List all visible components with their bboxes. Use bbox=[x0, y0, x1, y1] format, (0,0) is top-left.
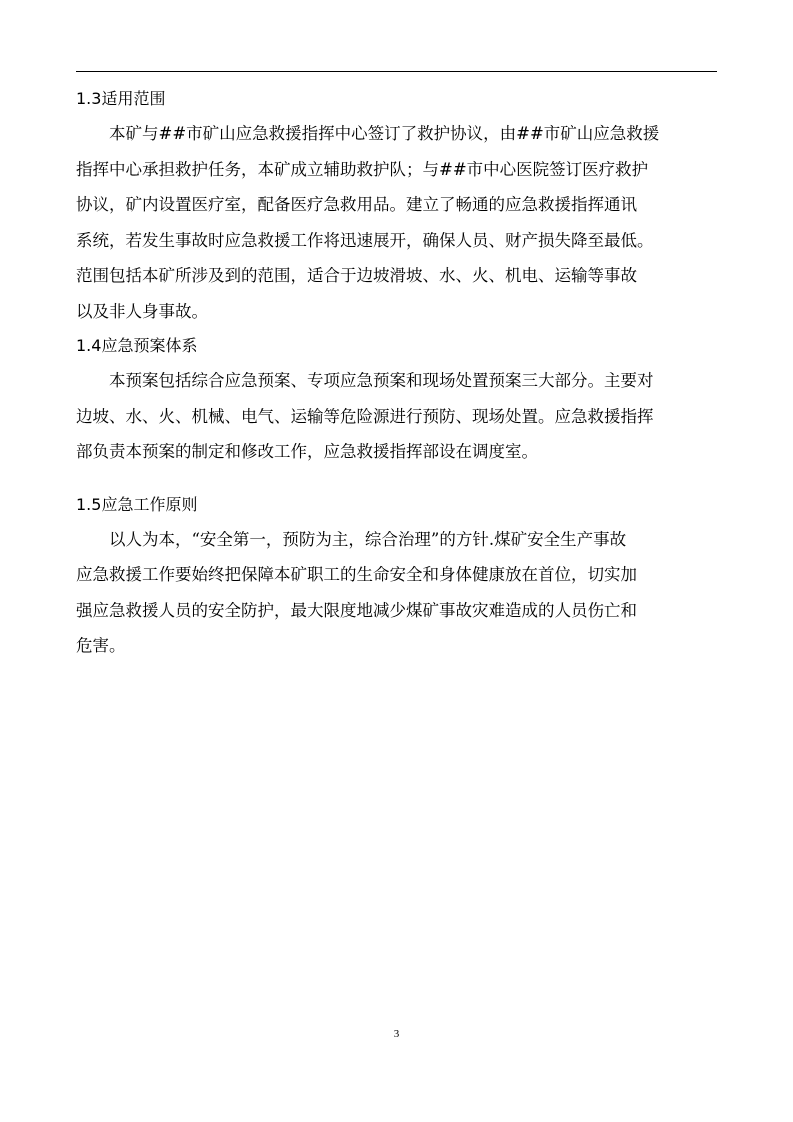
paragraph bbox=[76, 116, 717, 329]
section-plan-system bbox=[76, 329, 717, 470]
text-line: 协议，矿内设置医疗室，配备医疗急救用品。建立了畅通的应急救援指挥通讯 bbox=[76, 195, 637, 214]
page-number: 3 bbox=[393, 1028, 400, 1040]
text-line: 范围包括本矿所涉及到的范围，适合于边坡滑坡、水、火、机电、运输等事故 bbox=[76, 266, 637, 285]
text-line: 危害。 bbox=[76, 636, 126, 655]
section-heading: 1.3适用范围 bbox=[76, 89, 166, 108]
text-line: 本预案包括综合应急预案、专项应急预案和现场处置预案三大部分。主要对 bbox=[109, 371, 654, 390]
text-line: 边坡、水、火、机械、电气、运输等危险源进行预防、现场处置。应急救援指挥 bbox=[76, 406, 654, 426]
section-heading: 1.5应急工作原则 bbox=[76, 494, 198, 514]
document-body bbox=[76, 82, 717, 664]
header-rule bbox=[76, 71, 717, 72]
spacer bbox=[76, 470, 717, 488]
text-line: 指挥中心承担救护任务，本矿成立辅助救护队；与##市中心医院签订医疗救护 bbox=[76, 159, 649, 179]
text-line: 系统，若发生事故时应急救援工作将迅速展开，确保人员、财产损失降至最低。 bbox=[76, 230, 654, 250]
text-line: 以及非人身事故。 bbox=[76, 301, 208, 321]
section-principles bbox=[76, 488, 717, 664]
text-line: 部负责本预案的制定和修改工作，应急救援指挥部设在调度室。 bbox=[76, 442, 538, 461]
text-line: 本矿与##市矿山应急救援指挥中心签订了救护协议，由##市矿山应急救援 bbox=[109, 124, 660, 143]
section-heading: 1.4应急预案体系 bbox=[76, 336, 198, 355]
section-scope bbox=[76, 82, 717, 329]
paragraph bbox=[76, 522, 717, 664]
paragraph bbox=[76, 363, 717, 470]
text-line: 应急救援工作要始终把保障本矿职工的生命安全和身体健康放在首位，切实加 bbox=[76, 565, 637, 584]
text-line: 强应急救援人员的安全防护，最大限度地减少煤矿事故灾难造成的人员伤亡和 bbox=[76, 600, 637, 620]
text-line: 以人为本，“安全第一，预防为主，综合治理”的方针.煤矿安全生产事故 bbox=[109, 529, 627, 549]
